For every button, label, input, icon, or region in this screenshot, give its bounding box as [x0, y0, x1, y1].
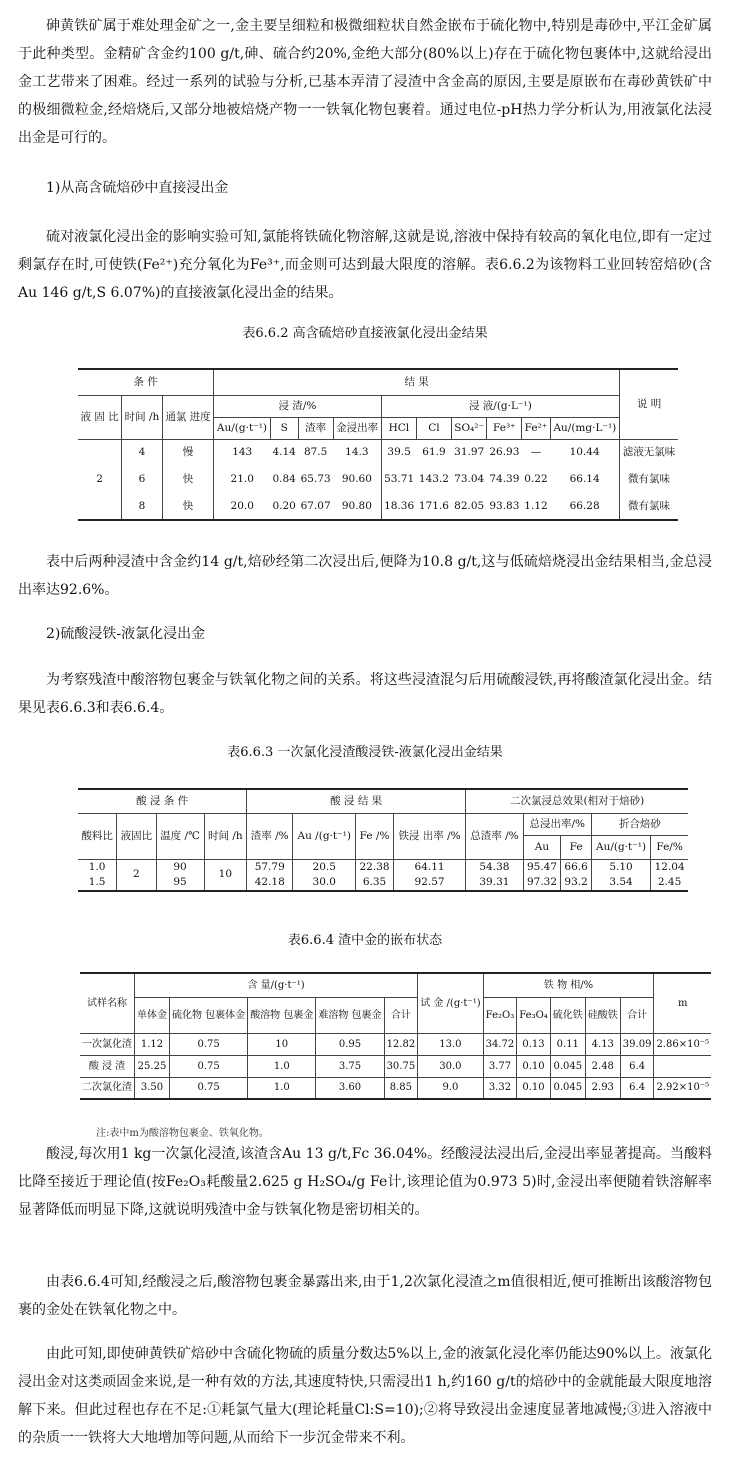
table-row: [80, 1033, 711, 1055]
th-conditions: 条 件: [78, 369, 214, 395]
paragraph-3: 表中后两种浸渣中含金约14 g/t,焙砂经第二次浸出后,便降为10.8 g/t,这与低硫焙烧浸出金结果相当,金总浸出率达92.6%。: [18, 554, 712, 598]
th-col: Cl: [417, 417, 452, 439]
th-fe: Fe /%: [356, 813, 394, 859]
th-acid-res: 酸 浸 结 果: [247, 789, 466, 813]
cell: 慢: [162, 439, 214, 466]
cell: 2.93: [585, 1077, 620, 1099]
th-col: Fe₃O₄: [517, 997, 551, 1033]
cell: 微有氯味: [620, 493, 678, 520]
paragraph-intro: 砷黄铁矿属于难处理金矿之一,金主要呈细粒和极微细粒状自然金嵌布于硫化物中,特别是毒砂中,平江金矿属于此种类型。金精矿含金约100 g/t,砷、硫合约20%,金绝大部分(80%以上)存在于硫化物包裹体中,这就给浸出金工艺带来了困难。经过一系列的试验与分析,已基本弄清了浸渣中含金高的原因,主要是原嵌布在毒砂黄铁矿中的极细微粒金,经焙烧后,又部分地被焙烧产物一一铁氧化物包裹着。通过电位-pH热力学分析认为,用液氯化法浸出金是可行的。: [18, 18, 712, 146]
cell: —: [530, 446, 542, 459]
cell: 53.71: [384, 473, 415, 485]
th-total-leach: 总浸出率/%: [523, 813, 591, 835]
th-col: SO₄²⁻: [451, 417, 487, 439]
cell: 0.95: [316, 1033, 384, 1055]
th-col: 单体金: [135, 997, 170, 1033]
cell: 快: [162, 493, 214, 520]
th-col: 硫化物 包裹体金: [170, 997, 248, 1033]
th-col: Au/(mg·L⁻¹): [550, 417, 619, 439]
cell: 90.60: [333, 466, 381, 493]
th-col: 合计: [620, 997, 654, 1033]
cell: 3.77: [483, 1055, 517, 1077]
th-solution: 浸 液/(g·L⁻¹): [381, 395, 619, 417]
cell: 171.6: [417, 493, 452, 520]
cell: 3.32: [483, 1077, 517, 1099]
cell: 1.5: [78, 875, 117, 891]
cell: 2.86×10⁻⁵: [654, 1033, 711, 1055]
cell: 4.14: [272, 446, 296, 459]
cell: 10: [248, 1033, 316, 1055]
cell: 快: [162, 466, 214, 493]
cell: 3.54: [591, 875, 650, 891]
cell: 13.0: [418, 1033, 483, 1055]
th-test-gold: 试 金 /(g·t⁻¹): [418, 973, 483, 1033]
cell: 0.75: [170, 1055, 248, 1077]
cell: 微有氯味: [628, 473, 671, 485]
cell: [654, 1055, 711, 1077]
cell: 39.31: [466, 875, 523, 891]
paragraph-5: 酸浸,每次用1 kg一次氯化浸渣,该渣含Au 13 g/t,Fc 36.04%。经酸浸法浸出后,金浸出率显著提高。当酸料比降至接近于理论值(按Fe₂O₃耗酸量2.625 g H₂SO₄/g Fe计,该理论值为0.973 5)时,金浸出率便随着铁溶解率显著降低而明显下降,这就说明残渣中金与铁氧化物是密切相关的。: [18, 1146, 712, 1218]
cell: 143: [232, 446, 253, 459]
cell: 4.13: [585, 1033, 620, 1055]
table-row: [80, 1055, 711, 1077]
cell: 10: [204, 859, 247, 891]
cell: 1.0: [248, 1077, 316, 1099]
th-m: m: [654, 973, 711, 1033]
cell: 8: [122, 493, 163, 520]
cell: 25.25: [135, 1055, 170, 1077]
th-acid-cond: 酸 浸 条 件: [78, 789, 247, 813]
th-au: Au /(g·t⁻¹): [293, 813, 356, 859]
cell: 5.10: [591, 859, 650, 875]
cell: 42.18: [247, 875, 293, 891]
th-solid-ratio: 液 固 比: [78, 395, 122, 439]
cell: 12.82: [384, 1033, 418, 1055]
cell: 54.38: [466, 859, 523, 875]
th-name: 试样名称: [80, 973, 135, 1033]
th-au2: Au: [523, 835, 561, 859]
cell: 1.12: [522, 493, 550, 520]
cell: 64.11: [393, 859, 465, 875]
cell: 0.10: [517, 1055, 551, 1077]
cell: 2.48: [585, 1055, 620, 1077]
cell: 0.13: [517, 1033, 551, 1055]
cell: 90: [156, 859, 204, 875]
cell: 4: [122, 439, 163, 466]
cell: 92.57: [393, 875, 465, 891]
table-row: [78, 875, 688, 891]
cell: 酸 浸 渣: [80, 1055, 135, 1077]
cell: 95.47: [523, 859, 561, 875]
th-fe2: Fe: [561, 835, 592, 859]
cell: 2: [117, 859, 156, 891]
cell: 1.0: [78, 859, 117, 875]
cell: 2.92×10⁻⁵: [654, 1077, 711, 1099]
paragraph-7: 由此可知,即使砷黄铁矿焙砂中含硫化物硫的质量分数达5%以上,金的液氯化浸化率仍能达90%以上。液氯化浸出金对这类顽固金来说,是一种有效的方法,其速度特快,只需浸出1 h,约160 g/t的焙砂中的金就能最大限度地溶解下来。但此过程也存在不足:①耗氯气量大(理论耗量Cl:S=10);②将导致浸出金速度显著地减慢;③进入溶液中的杂质一一铁将大大地增加等问题,从而给下一步沉金带来不利。: [18, 1346, 712, 1446]
cell: 67.07: [298, 493, 333, 520]
th-col: 合计: [384, 997, 418, 1033]
cell: 12.04: [654, 860, 685, 873]
th-slag: 渣率 /%: [247, 813, 293, 859]
cell: 30.0: [293, 875, 356, 891]
cell: 93.2: [561, 875, 592, 891]
cell: 6.35: [356, 875, 394, 891]
cell: 95: [156, 875, 204, 891]
cell: 66.28: [550, 493, 619, 520]
th-results: 结 果: [214, 369, 620, 395]
cell: 20.5: [293, 859, 356, 875]
cell: 65.73: [300, 473, 331, 485]
th-time: 时间 /h: [204, 813, 247, 859]
cell: 93.83: [487, 493, 522, 520]
table-row: [80, 1077, 711, 1099]
th-col: S: [270, 417, 298, 439]
cell: 143.2: [418, 473, 449, 485]
cell: 9.0: [418, 1077, 483, 1099]
table-row: [78, 466, 678, 493]
th-fold: 折合焙砂: [591, 813, 688, 835]
cell: 6: [122, 466, 163, 493]
cell: 31.97: [454, 446, 485, 459]
cell: 39.09: [620, 1033, 654, 1055]
cell: 87.5: [303, 446, 328, 459]
cell: 10.44: [550, 439, 619, 466]
cell: 18.36: [381, 493, 416, 520]
table-note: 注:表中m为酸溶物包裹金、铁氧化物。: [96, 1128, 269, 1139]
table-row: [78, 493, 678, 520]
table-gold-distribution: [80, 972, 711, 1100]
cell: 1.0: [248, 1055, 316, 1077]
cell: 66.14: [550, 466, 619, 493]
cell: 21.0: [230, 473, 254, 485]
cell: 0.10: [517, 1077, 551, 1099]
table-caption-3: 表6.6.4 渣中金的嵌布状态: [287, 933, 443, 948]
cell: 0.22: [524, 473, 548, 485]
th-second: 二次氯浸总效果(相对于焙砂): [466, 789, 688, 813]
cell: 0.75: [170, 1033, 248, 1055]
cell: 20.0: [214, 493, 270, 520]
th-col: Fe³⁺: [487, 417, 522, 439]
cell: 66.6: [561, 859, 592, 875]
cell: 39.5: [387, 446, 411, 459]
table-leach-results: [78, 368, 678, 521]
cell: 2.45: [651, 875, 688, 891]
cell: 6.4: [620, 1077, 654, 1099]
table-row: [78, 439, 678, 466]
cell: 74.39: [489, 473, 520, 485]
th-col: 硅酸铁: [585, 997, 620, 1033]
th-col: Fe²⁺: [522, 417, 550, 439]
section-heading-1: 1)从高含硫焙砂中直接浸出金: [46, 180, 229, 196]
cell: 0.11: [550, 1033, 585, 1055]
th-col: 金浸出率: [333, 417, 381, 439]
cell: 73.04: [454, 473, 485, 485]
cell: 3.75: [316, 1055, 384, 1077]
cell: 30.0: [418, 1055, 483, 1077]
cell: 3.50: [135, 1077, 170, 1099]
cell: 26.93: [489, 446, 520, 459]
cell: 97.32: [523, 875, 561, 891]
table-acid-leach: [78, 788, 688, 892]
cell: 0.75: [170, 1077, 248, 1099]
cell: 22.38: [356, 859, 394, 875]
th-acid-ratio: 酸料比: [78, 813, 117, 859]
th-iron-phase: 铁 物 相/%: [483, 973, 654, 997]
cell: 0.045: [550, 1055, 585, 1077]
th-total-slag: 总渣率 /%: [466, 813, 523, 859]
th-col: 难溶物 包裹金: [316, 997, 384, 1033]
cell: 一次氯化渣: [80, 1033, 135, 1055]
paragraph-6: 由表6.6.4可知,经酸浸之后,酸溶物包裹金暴露出来,由于1,2次氯化浸渣之m值很相近,便可推断出该酸溶物包裹的金处在铁氧化物之中。: [18, 1274, 712, 1318]
cell: 3.60: [316, 1077, 384, 1099]
th-fold-fe: Fe/%: [651, 835, 688, 859]
table-caption-2: 表6.6.3 一次氯化浸渣酸浸铁-液氯化浸出金结果: [227, 745, 503, 760]
table-row: [78, 859, 688, 875]
cell: 二次氯化渣: [80, 1077, 135, 1099]
cell: 90.80: [333, 493, 381, 520]
th-col: 酸溶物 包裹金: [248, 997, 316, 1033]
th-col: 硫化铁: [550, 997, 585, 1033]
th-temp: 温度 /℃: [156, 813, 204, 859]
cell: 34.72: [483, 1033, 517, 1055]
th-content: 含 量/(g·t⁻¹): [135, 973, 418, 997]
th-ls-ratio: 液固比: [117, 813, 156, 859]
cell: 30.75: [384, 1055, 418, 1077]
table-caption-1: 表6.6.2 高含硫焙砂直接液氯化浸出金结果: [242, 326, 488, 341]
th-fold-au: Au/(g·t⁻¹): [591, 835, 650, 859]
th-fe-leach: 铁浸 出率 /%: [393, 813, 465, 859]
cell: 82.05: [451, 493, 487, 520]
th-col: 渣率: [298, 417, 333, 439]
th-col: Au/(g·t⁻¹): [214, 417, 270, 439]
th-remark: 说 明: [620, 369, 678, 439]
cell: 0.84: [272, 473, 296, 485]
cell: 61.9: [422, 446, 446, 459]
th-residue: 浸 渣/%: [214, 395, 381, 417]
cell: 1.12: [135, 1033, 170, 1055]
cell: 8.85: [384, 1077, 418, 1099]
cell: 14.3: [333, 439, 381, 466]
cell: 0.045: [550, 1077, 585, 1099]
cell: 0.20: [270, 493, 298, 520]
cell: 6.4: [620, 1055, 654, 1077]
section-heading-2: 2)硫酸浸铁-液氯化浸出金: [46, 626, 206, 642]
cell: 滤液无氯味: [622, 446, 676, 459]
th-col: HCl: [381, 417, 416, 439]
cell: 57.79: [247, 859, 293, 875]
th-time: 时间 /h: [122, 395, 163, 439]
th-col: Fe₂O₃: [483, 997, 517, 1033]
th-cl-rate: 通氯 进度: [162, 395, 214, 439]
paragraph-4: 为考察残渣中酸溶物包裹金与铁氧化物之间的关系。将这些浸渣混匀后用硫酸浸铁,再将酸渣氯化浸出金。结果见表6.6.3和表6.6.4。: [18, 672, 712, 716]
paragraph-2: 硫对液氯化浸出金的影响实验可知,氯能将铁硫化物溶解,这就是说,溶液中保持有较高的氧化电位,即有一定过剩氯存在时,可使铁(Fe²⁺)充分氧化为Fe³⁺,而金则可达到最大限度的溶解。表6.6.2为该物料工业回转窑焙砂(含Au 146 g/t,S 6.07%)的直接液氯化浸出金的结果。: [18, 229, 712, 301]
cell-solid-ratio: 2: [78, 439, 122, 520]
